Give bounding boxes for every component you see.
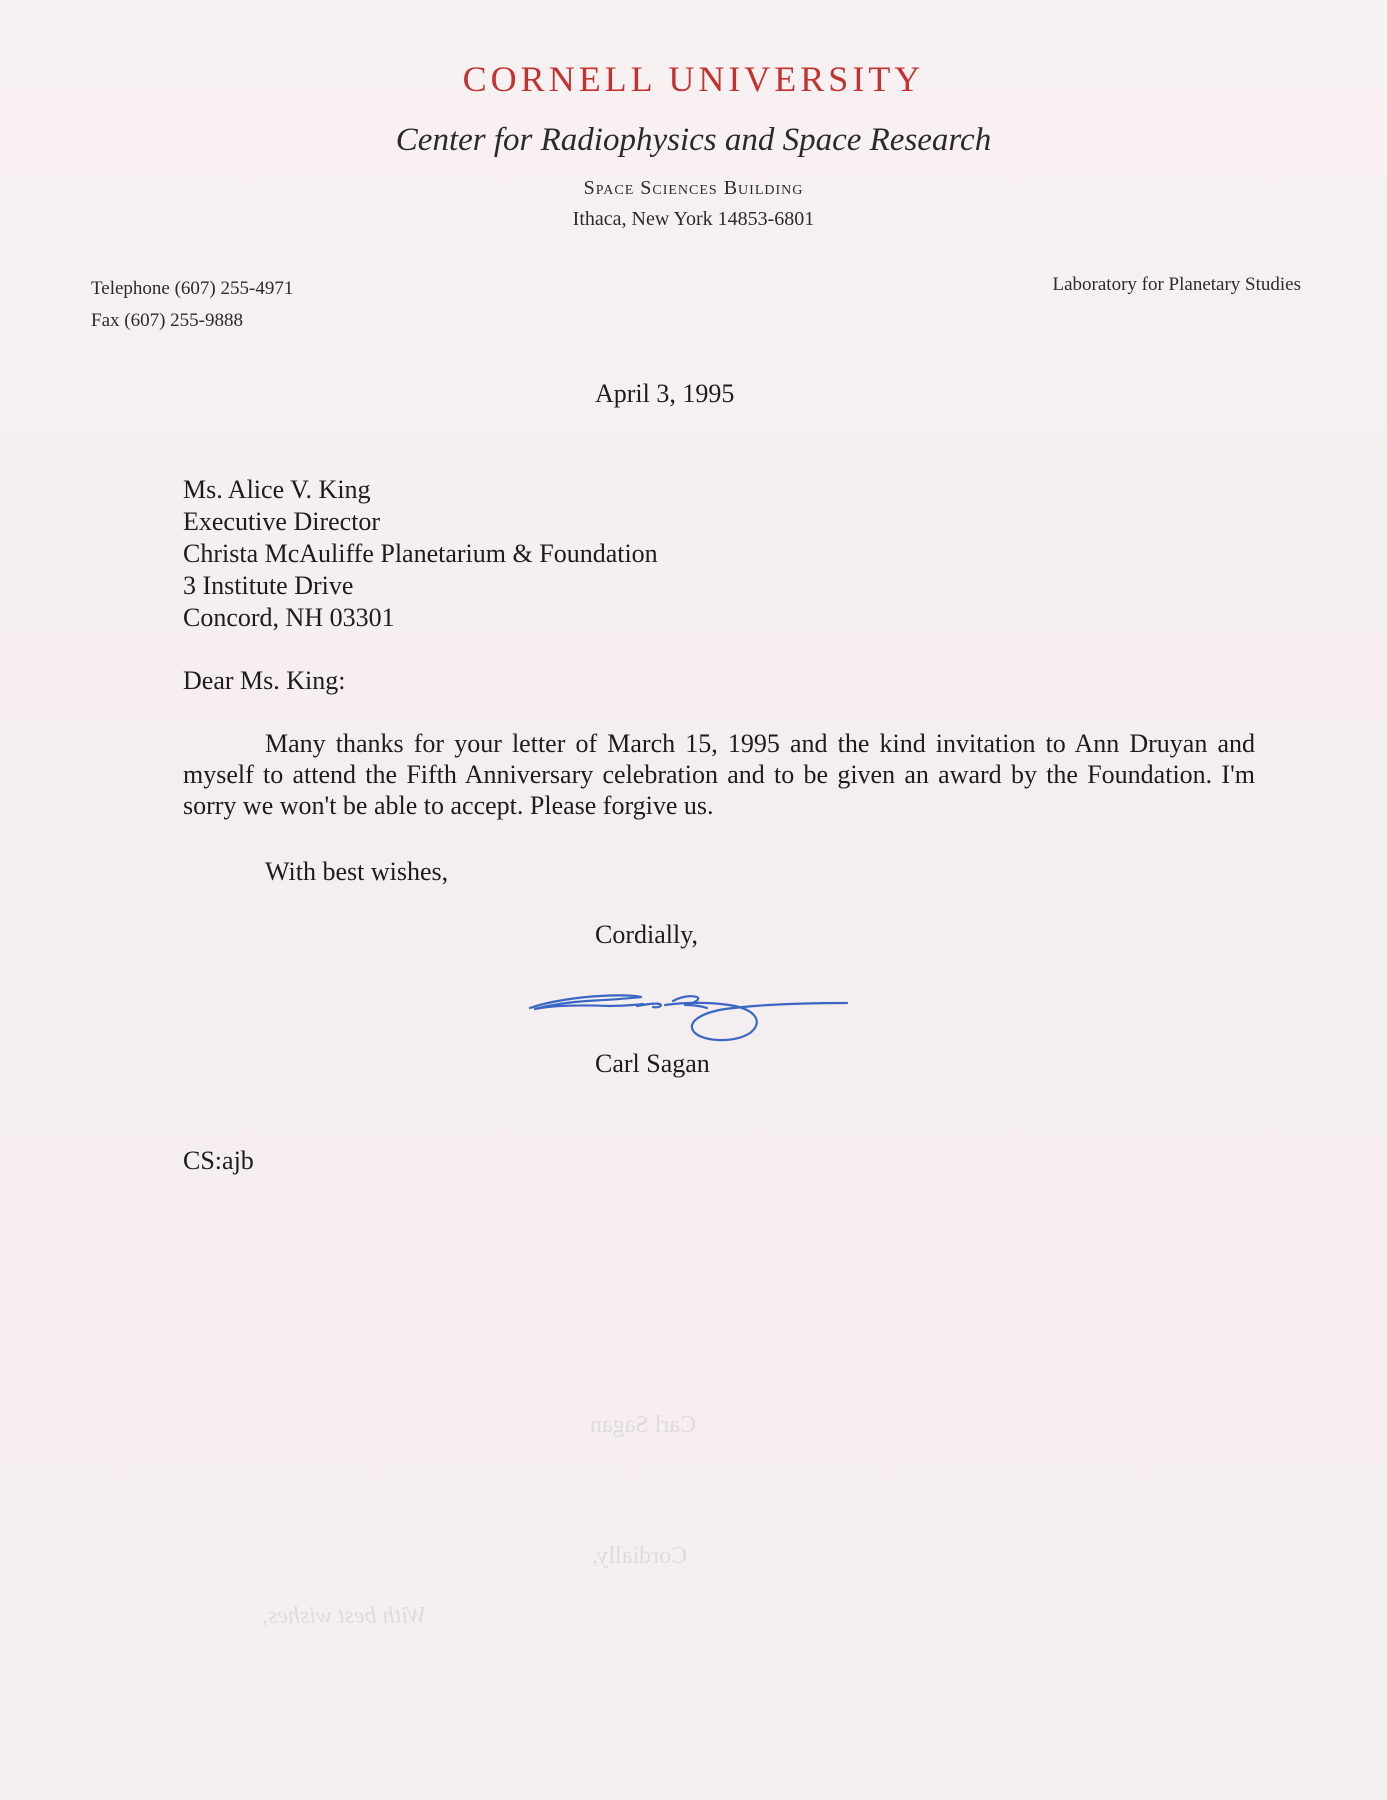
letter-date: April 3, 1995 bbox=[595, 379, 735, 408]
letterhead-building: Space Sciences Building bbox=[583, 177, 804, 199]
body-paragraph bbox=[183, 728, 1255, 821]
typist-initials: CS:ajb bbox=[183, 1146, 254, 1175]
recipient-line: Ms. Alice V. King bbox=[183, 475, 371, 504]
letterhead-address: Ithaca, New York 14853-6801 bbox=[572, 208, 815, 230]
best-wishes: With best wishes, bbox=[265, 857, 449, 886]
show-through-text: Carl Sagan bbox=[590, 1412, 696, 1438]
salutation: Dear Ms. King: bbox=[183, 666, 346, 695]
recipient-line: Christa McAuliffe Planetarium & Foundation bbox=[183, 539, 658, 568]
show-through-text: With best wishes, bbox=[262, 1603, 427, 1629]
handwritten-signature bbox=[525, 975, 855, 1055]
recipient-line: Executive Director bbox=[183, 507, 381, 536]
signer-name: Carl Sagan bbox=[595, 1049, 710, 1078]
letterhead-fax: Fax (607) 255-9888 bbox=[91, 310, 243, 331]
show-through-text: Cordially, bbox=[592, 1543, 688, 1569]
letterhead-center-name: Center for Radiophysics and Space Research bbox=[395, 122, 992, 158]
recipient-address-block bbox=[183, 474, 658, 634]
letterhead-telephone: Telephone (607) 255-4971 bbox=[91, 278, 294, 299]
recipient-line: Concord, NH 03301 bbox=[183, 603, 395, 632]
body-text: Many thanks for your letter of March 15, 1995 and the kind invitation to Ann Druyan and myself to attend the Fifth Anniversary celebration and to be given an award by the Foundation. I'm sorry we won't be able to accept. Please forgive us. bbox=[183, 729, 1255, 820]
recipient-line: 3 Institute Drive bbox=[183, 571, 354, 600]
letterhead-university: CORNELL UNIVERSITY bbox=[462, 59, 925, 99]
closing: Cordially, bbox=[595, 920, 699, 949]
letterhead-laboratory: Laboratory for Planetary Studies bbox=[1052, 274, 1301, 295]
